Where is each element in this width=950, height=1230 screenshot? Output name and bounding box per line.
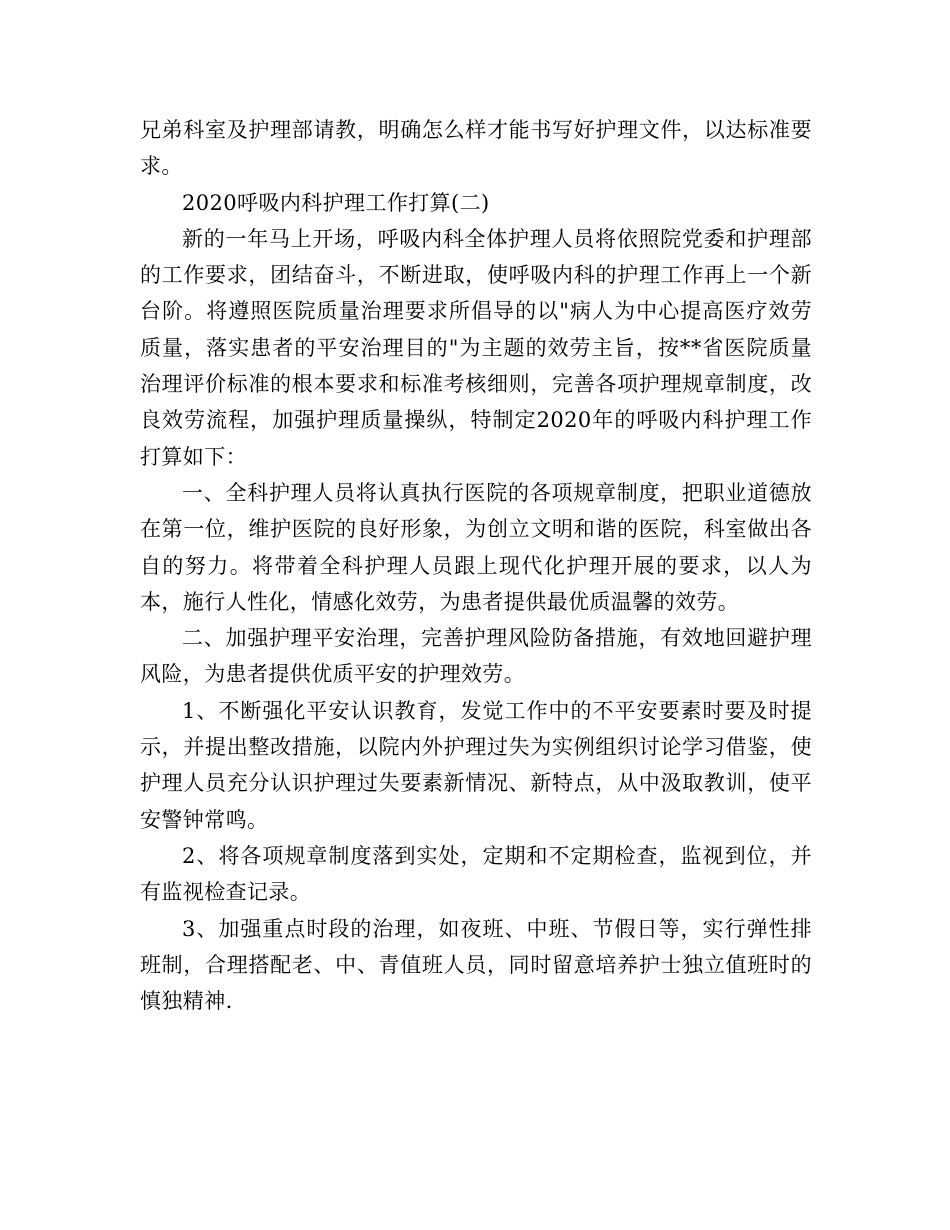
document-body [140, 112, 812, 1019]
paragraph-subitem-1: 1、不断强化平安认识教育，发觉工作中的不平安要素时要及时提示，并提出整改措施，以院内外护理过失为实例组织讨论学习借鉴，使护理人员充分认识护理过失要素新情况、新特点，从中汲取教训，使平安警钟常鸣。 [140, 698, 812, 832]
paragraph-item-1: 一、全科护理人员将认真执行医院的各项规章制度，把职业道德放在第一位，维护医院的良好形象，为创立文明和谐的医院，科室做出各自的努力。将带着全科护理人员跟上现代化护理开展的要求，以人为本，施行人性化，情感化效劳，为患者提供最优质温馨的效劳。 [140, 480, 812, 614]
paragraph-continuation: 兄弟科室及护理部请教，明确怎么样才能书写好护理文件，以达标准要求。 [140, 118, 812, 179]
paragraph-item-2: 二、加强护理平安治理，完善护理风险防备措施，有效地回避护理风险，为患者提供优质平安的护理效劳。 [140, 626, 812, 687]
paragraph-subitem-2: 2、将各项规章制度落到实处，定期和不定期检查，监视到位，并有监视检查记录。 [140, 843, 812, 905]
paragraph-subitem-3: 3、加强重点时段的治理，如夜班、中班、节假日等，实行弹性排班制，合理搭配老、中、青值班人员，同时留意培养护士独立值班时的慎独精神. [140, 916, 812, 1014]
section-heading: 2020呼吸内科护理工作打算(二) [182, 190, 490, 215]
paragraph-intro: 新的一年马上开场，呼吸内科全体护理人员将依照院党委和护理部的工作要求，团结奋斗，不断进取，使呼吸内科的护理工作再上一个新台阶。将遵照医院质量治理要求所倡导的以"病人为中心提高医疗效劳质量，落实患者的平安治理目的"为主题的效劳主旨，按**省医院质量治理评价标准的根本要求和标准考核细则，完善各项护理规章制度，改良效劳流程，加强护理质量操纵，特制定2020年的呼吸内科护理工作打算如下： [140, 226, 812, 469]
